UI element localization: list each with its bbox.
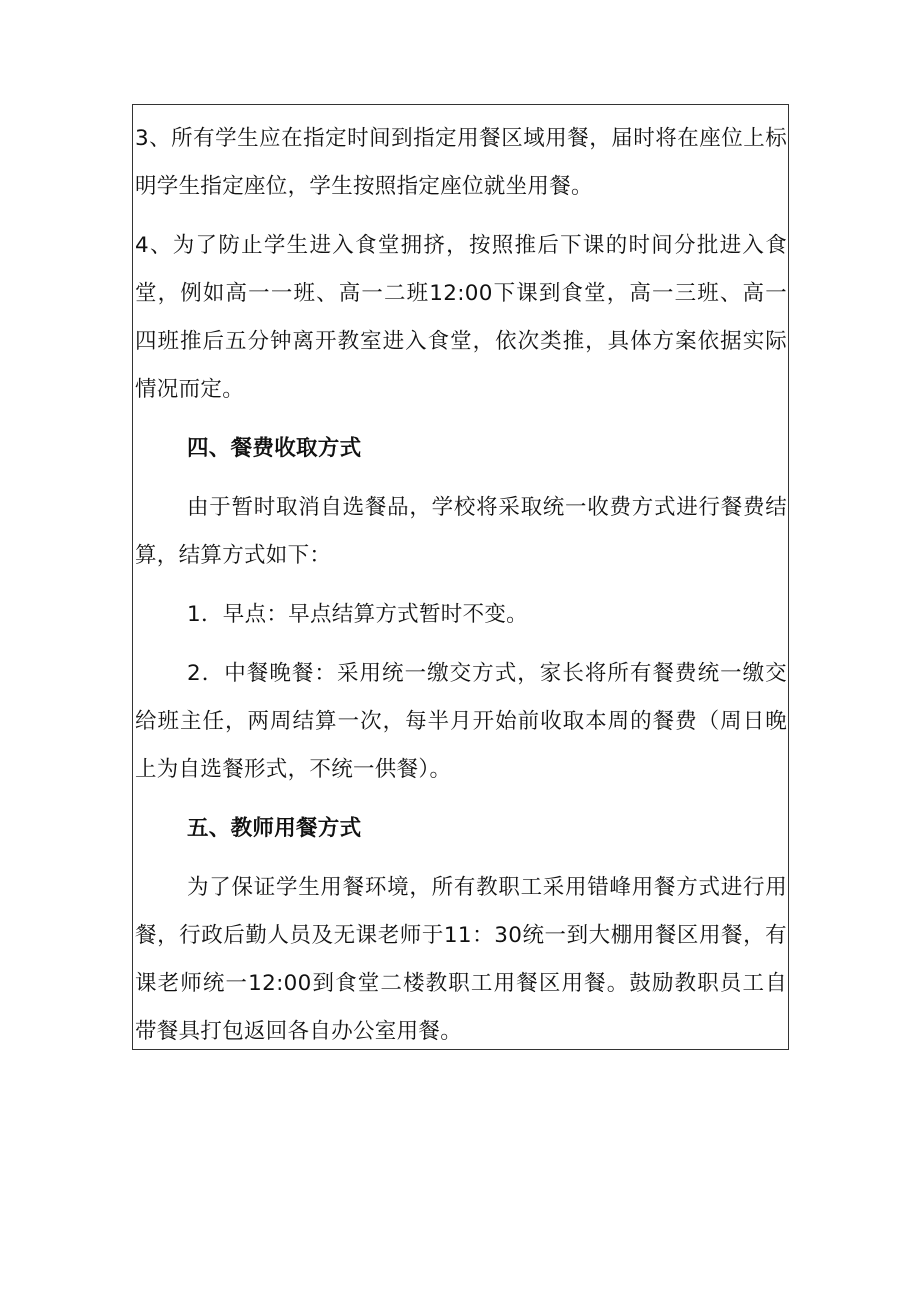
fee-item-breakfast: 1．早点：早点结算方式暂时不变。 [187, 602, 528, 627]
paragraph-3: 3、所有学生应在指定时间到指定用餐区域用餐，届时将在座位上标明学生指定座位，学生按照指定座位就坐用餐。 [135, 126, 787, 199]
paragraph-4: 4、为了防止学生进入食堂拥挤，按照推后下课的时间分批进入食堂，例如高一一班、高一二班12:00下课到食堂，高一三班、高一四班推后五分钟离开教室进入食堂，依次类推，具体方案依据实际情况而定。 [135, 233, 787, 402]
fee-item-lunch-dinner: 2．中餐晚餐：采用统一缴交方式，家长将所有餐费统一缴交给班主任，两周结算一次，每半月开始前收取本周的餐费（周日晚上为自选餐形式，不统一供餐）。 [135, 661, 787, 782]
section-heading-teacher-meals: 五、教师用餐方式 [187, 816, 362, 841]
teacher-meals-body: 为了保证学生用餐环境，所有教职工采用错峰用餐方式进行用餐，行政后勤人员及无课老师于11：30统一到大棚用餐区用餐，有课老师统一12:00到食堂二楼教职工用餐区用餐。鼓励教职员工自带餐具打包返回各自办公室用餐。 [135, 875, 787, 1044]
document-content [135, 115, 787, 1056]
fee-intro: 由于暂时取消自选餐品，学校将采取统一收费方式进行餐费结算，结算方式如下： [135, 495, 787, 568]
section-heading-fee: 四、餐费收取方式 [187, 436, 362, 461]
